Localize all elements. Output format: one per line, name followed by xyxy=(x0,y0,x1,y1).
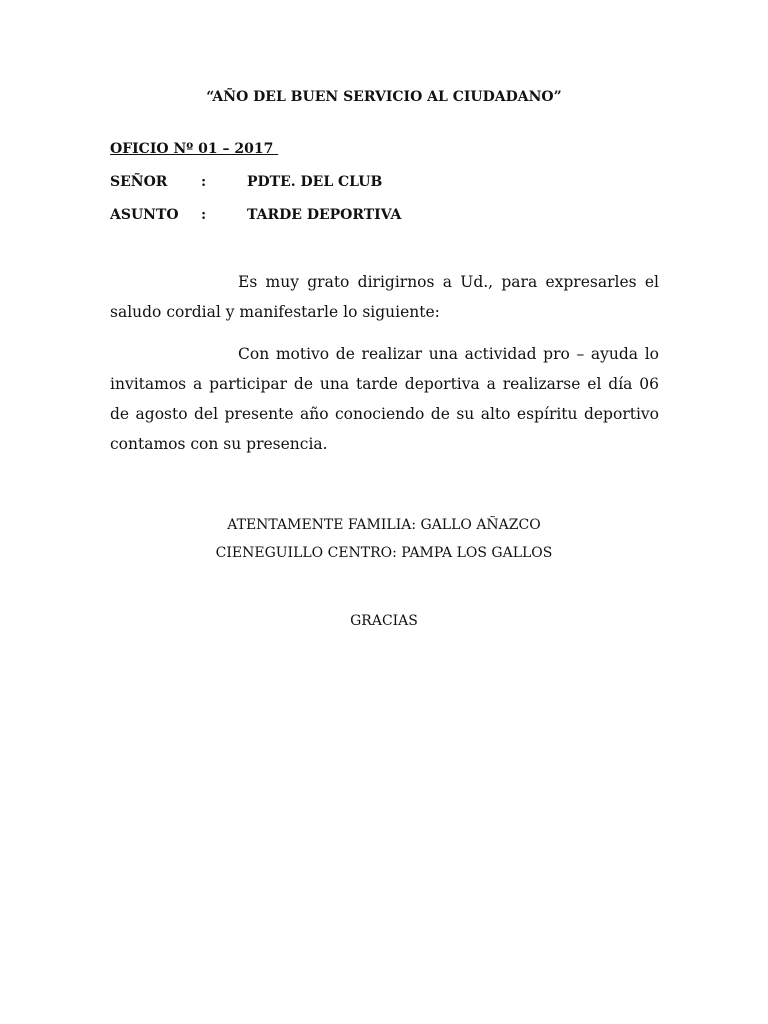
body-paragraph xyxy=(110,267,659,327)
closing-line-location: CIENEGUILLO CENTRO: PAMPA LOS GALLOS xyxy=(215,545,553,561)
field-separator: : xyxy=(201,174,207,190)
document-title: “AÑO DEL BUEN SERVICIO AL CIUDADANO” xyxy=(206,89,562,105)
closing-line-family: ATENTAMENTE FAMILIA: GALLO AÑAZCO xyxy=(227,517,541,533)
field-label-asunto: ASUNTO xyxy=(110,207,179,223)
field-separator: : xyxy=(201,207,207,223)
oficio-number: OFICIO Nº 01 – 2017 xyxy=(110,141,279,157)
field-value-asunto: TARDE DEPORTIVA xyxy=(247,207,402,223)
paragraph-text: Con motivo de realizar una actividad pro – ayuda lo invitamos a participar de una tarde deportiva a realizarse el día 06 de agosto del presente año conociendo de su alto espíritu deportivo contamos con su presencia. xyxy=(110,345,659,453)
field-value-senor: PDTE. DEL CLUB xyxy=(247,174,383,190)
field-label-senor: SEÑOR xyxy=(110,174,168,190)
body-paragraph xyxy=(110,339,659,459)
thanks-line: GRACIAS xyxy=(350,613,418,629)
paragraph-text: Es muy grato dirigirnos a Ud., para expresarles el saludo cordial y manifestarle lo siguiente: xyxy=(110,273,659,321)
